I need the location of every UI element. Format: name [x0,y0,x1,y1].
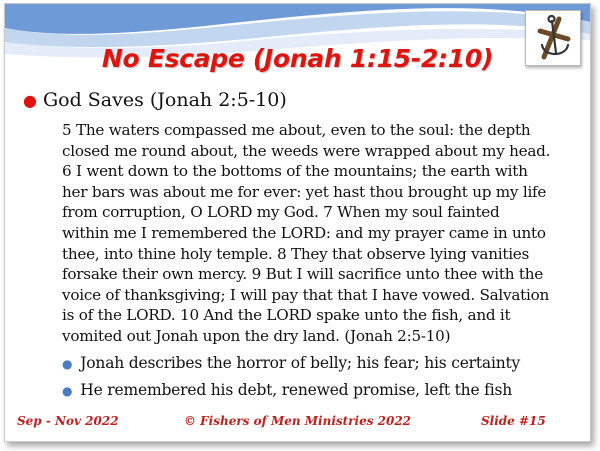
passage-line: 5 The waters compassed me about, even to the soul: the depth [62,121,531,139]
footer-copyright: © Fishers of Men Ministries 2022 [183,414,412,428]
passage-line: her bars was about me for ever: yet hast thou brought up my life [62,182,547,201]
footer-slide-number: Slide #15 [481,414,546,428]
passage-line: closed me round about, the weeds were wrapped about my head. [62,141,551,160]
passage-line: is of the LORD. 10 And the LORD spake unto the fish, and it [62,306,511,325]
main-bullet [23,89,287,111]
sub-bullet-text: Jonah describes the horror of belly; his fear; his certainty [80,354,521,372]
bullet-dot-icon: ● [23,91,37,110]
passage-line: vomited out Jonah upon the dry land. (Jonah 2:5-10) [62,326,451,345]
passage-line: forsake their own mercy. 9 But I will sacrifice unto thee with the [62,265,543,284]
sub-bullet-dot-icon: ● [62,384,73,398]
passage-line: thee, into thine holy temple. 8 They that observe lying vanities [62,244,530,263]
passage-line: within me I remembered the LORD: and my prayer came in unto [62,223,546,242]
passage-line: voice of thanksgiving; I will pay that that I have vowed. Salvation [62,285,550,304]
sub-bullet-dot-icon: ● [62,357,73,371]
main-bullet-text: God Saves (Jonah 2:5-10) [42,89,287,111]
sub-bullet [62,354,520,372]
sub-bullet [62,381,512,399]
passage-line: from corruption, O LORD my God. 7 When my soul fainted [62,203,500,222]
slide [4,3,591,442]
scripture-passage [62,120,584,347]
footer-date: Sep - Nov 2022 [17,414,119,428]
sub-bullet-text: He remembered his debt, renewed promise, left the fish [80,381,512,399]
slide-title: No Escape (Jonah 1:15-2:10) [101,44,494,73]
passage-line: 6 I went down to the bottoms of the mountains; the earth with [62,162,528,181]
